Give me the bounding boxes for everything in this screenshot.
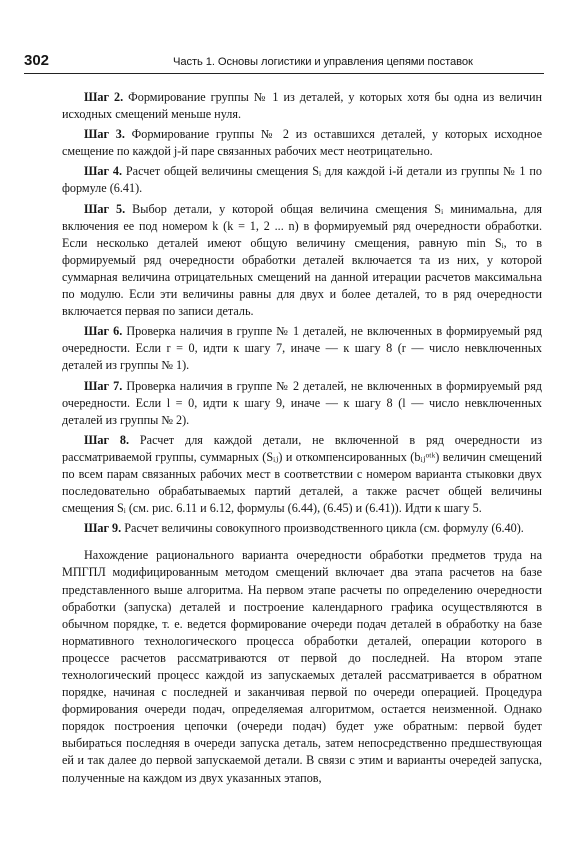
step-label: Шаг 4. (84, 164, 123, 179)
step-paragraph (62, 126, 542, 160)
step-text: Выбор детали, у которой общая величина смещения Sᵢ минимальна, для включения ее под номером k (k = 1, 2 ... n) в формируемый ряд очередности обработки. Если несколько деталей имеют общую величину смещения, равную min Sᵢ, то в формируемый ряд очередности обработки деталей включается та из них, у которой суммарная величина отрицательных смещений на данной итерации расчетов максимальна по модулю. Если эти величины равны для двух и более деталей, то в ряд очередности включается первая по записи деталь. (62, 201, 543, 319)
step-label: Шаг 7. (84, 378, 123, 393)
step-paragraph (62, 163, 542, 197)
step-text: Расчет общей величины смещения Sᵢ для каждой i-й детали из группы № 1 по формуле (6.41). (62, 164, 543, 196)
step-paragraph (62, 201, 542, 321)
step-label: Шаг 3. (84, 127, 125, 142)
step-text: Формирование группы № 2 из оставшихся деталей, у которых исходное смещение по каждой j-й паре связанных рабочих мест неотрицательно. (62, 127, 542, 159)
step-paragraph (62, 89, 542, 123)
running-head: Часть 1. Основы логистики и управления цепями поставок (173, 56, 473, 68)
step-paragraph (62, 520, 542, 537)
step-label: Шаг 5. (84, 201, 126, 216)
closing-paragraph: Нахождение рационального варианта очередности обработки предметов труда на МПГПЛ модифицированным методом смещений включает два этапа расчетов на базе представленного выше алгоритма. На первом этапе расчеты по определению очередности обработки (запуска) деталей и построение календарного графика осуществляются в обычном порядке, т. е. ведется формирование очереди подач деталей в обработку на базе нормативного технологического процесса обработки деталей, операции которого в процессе расчетов рассматриваются от первой до последней. На втором этапе технологический процесс каждой из запускаемых деталей рассматривается в обратном порядке, начиная с последней и заканчивая первой по очереди операцией. Процедура формирования очереди подач, определяемая алгоритмом, остается неизменной. Однако порядок построения цепочки (очереди подач) будет уже обратным: первой будет выбираться последняя в очереди запуска деталь, затем непосредственно предшествующая ей и так далее до первой запускаемой детали. В связи с этим и варианты очередей запуска, полученные на каждом из двух указанных этапов, (62, 548, 542, 785)
step-text: Проверка наличия в группе № 1 деталей, не включенных в формируемый ряд очередности. Если r = 0, идти к шагу 7, иначе — к шагу 8 (r — число невключенных деталей из группы № 1). (62, 324, 542, 373)
step-paragraph (62, 378, 542, 429)
step-label: Шаг 2. (84, 90, 124, 104)
page-number: 302 (24, 52, 50, 69)
step-text: Расчет для каждой детали, не включенной в ряд очередности из рассматриваемой группы, суммарных (Sᵢⱼ) и откомпенсированных (bᵢⱼᵒᵗᵏ) величин смещений по всем парам связанных рабочих мест в соответствии с номером варианта стыковки двух последовательно обрабатываемых партий деталей, а также расчет общей величины смещения Sᵢ (см. рис. 6.11 и 6.12, формулы (6.44), (6.45) и (6.41)). Идти к шагу 5. (62, 432, 543, 516)
body-text (62, 89, 542, 790)
step-label: Шаг 6. (84, 324, 123, 339)
page-header (24, 51, 544, 74)
step-label: Шаг 8. (84, 432, 130, 447)
step-text: Проверка наличия в группе № 2 деталей, не включенных в формируемый ряд очередности. Если l = 0, идти к шагу 9, иначе — к шагу 8 (l — число невключенных деталей из группы № 2). (62, 378, 542, 427)
step-paragraph (62, 432, 542, 517)
step-text: Формирование группы № 1 из деталей, у которых хотя бы одна из величин исходных смещений меньше нуля. (62, 90, 543, 122)
step-paragraph (62, 323, 542, 374)
step-text: Расчет величины совокупного производственного цикла (см. формулу (6.40). (124, 521, 524, 536)
step-label: Шаг 9. (84, 521, 122, 536)
